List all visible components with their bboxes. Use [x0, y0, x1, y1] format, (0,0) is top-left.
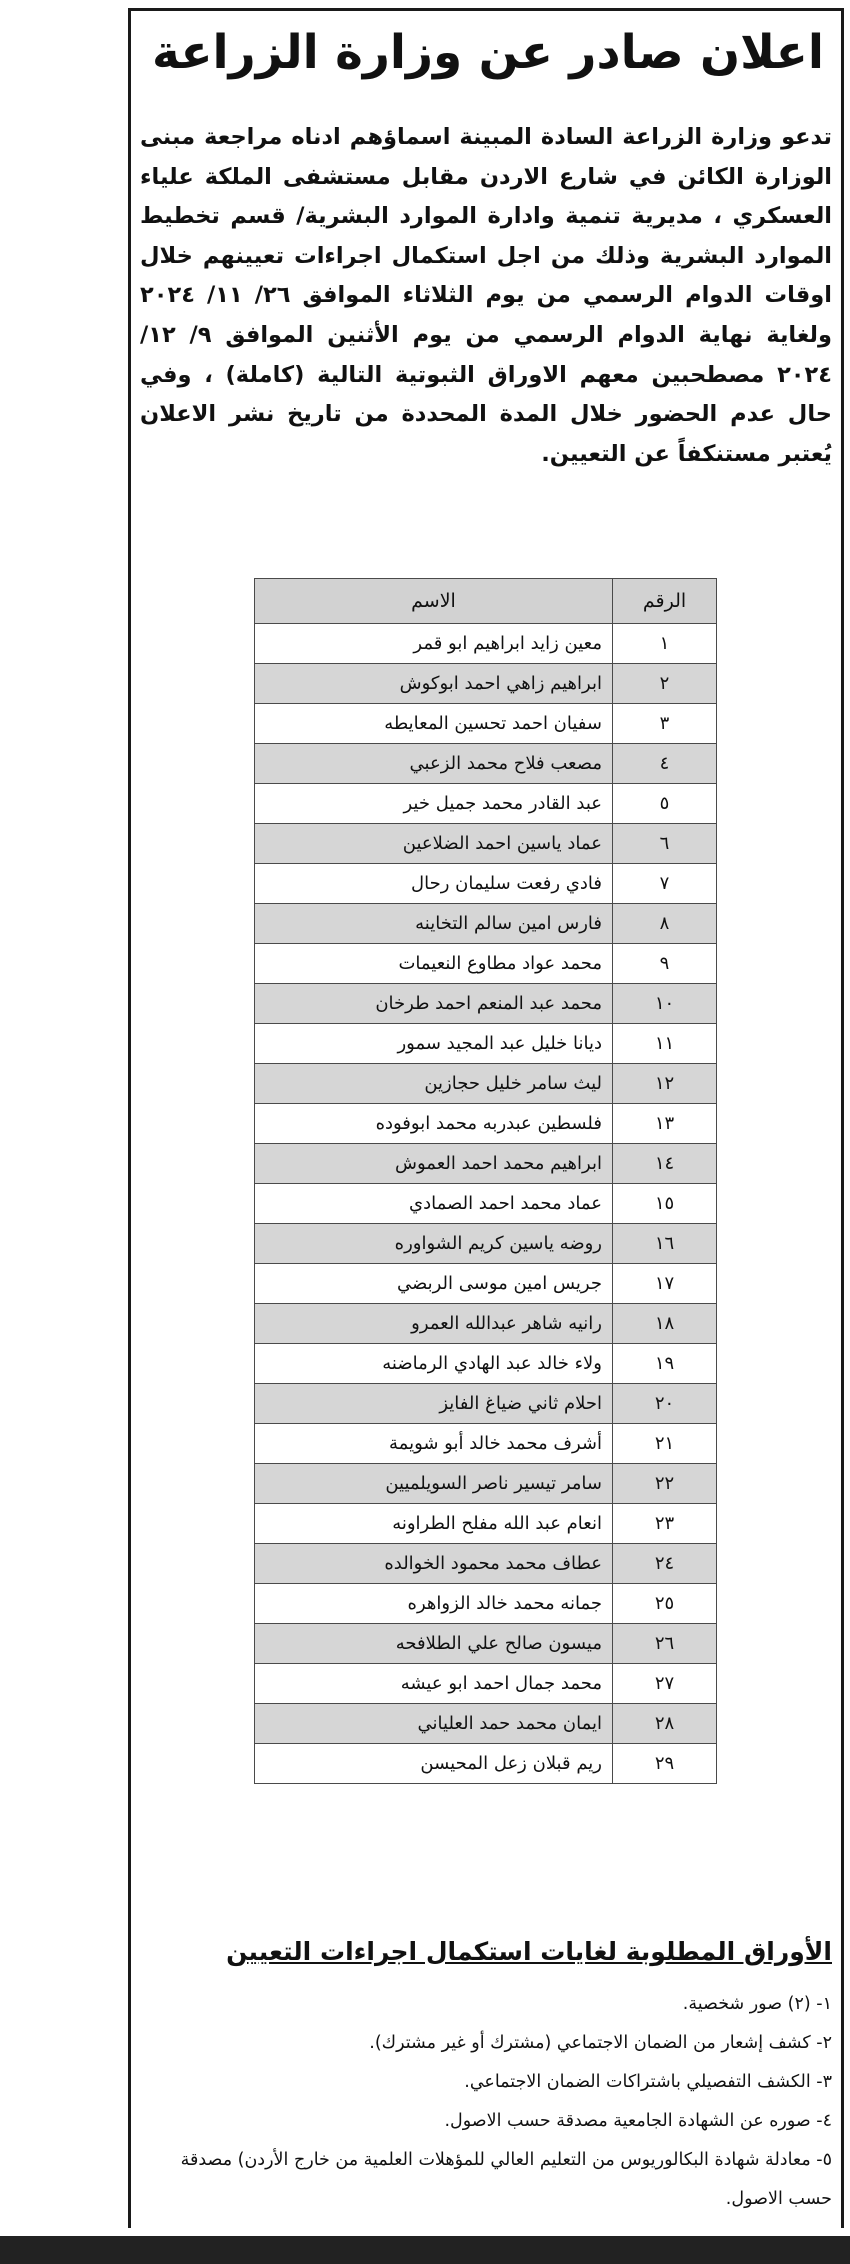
table-row	[255, 624, 717, 664]
announcement-body: تدعو وزارة الزراعة السادة المبينة اسماؤهم ادناه مراجعة مبنى الوزارة الكائن في شارع الاردن مقابل مستشفى الملكة علياء العسكري ، مديرية تنمية وادارة الموارد البشرية/ قسم تخطيط الموارد البشرية وذلك من اجل استكمال اجراءات تعيينهم خلال اوقات الدوام الرسمي من يوم الثلاثاء الموافق ٢٦/ ١١/ ٢٠٢٤ ولغاية نهاية الدوام الرسمي من يوم الأثنين الموافق ٩/ ١٢/ ٢٠٢٤ مصطحبين معهم الاوراق الثبوتية التالية (كاملة) ، وفي حال عدم الحضور خلال المدة المحددة من تاريخ نشر الاعلان يُعتبر مستنكفاً عن التعيين.	[140, 124, 832, 467]
bottom-bar	[0, 2236, 850, 2264]
row-number: ٢٤	[613, 1544, 717, 1584]
row-name: فادي رفعت سليمان رحال	[255, 864, 613, 904]
row-name: محمد جمال احمد ابو عيشه	[255, 1664, 613, 1704]
row-name: ابراهيم محمد احمد العموش	[255, 1144, 613, 1184]
row-number: ٢	[613, 664, 717, 704]
row-number: ٢٦	[613, 1624, 717, 1664]
table-header-row	[255, 579, 717, 624]
table-row	[255, 1504, 717, 1544]
table-row	[255, 1384, 717, 1424]
table-row	[255, 1104, 717, 1144]
document-item: ٤- صوره عن الشهادة الجامعية مصدقة حسب الاصول.	[444, 2111, 832, 2131]
row-number: ١٣	[613, 1104, 717, 1144]
row-name: محمد عبد المنعم احمد طرخان	[255, 984, 613, 1024]
document-item: ٥- معادلة شهادة البكالوريوس من التعليم العالي للمؤهلات العلمية من خارج الأردن) مصدقة حسب الاصول.	[180, 2150, 832, 2209]
table-row	[255, 1584, 717, 1624]
row-number: ٢٢	[613, 1464, 717, 1504]
row-number: ٨	[613, 904, 717, 944]
row-name: محمد عواد مطاوع النعيمات	[255, 944, 613, 984]
table-row	[255, 704, 717, 744]
table-row	[255, 1064, 717, 1104]
row-name: ولاء خالد عبد الهادي الرماضنه	[255, 1344, 613, 1384]
table-row	[255, 784, 717, 824]
row-number: ١٢	[613, 1064, 717, 1104]
table-row	[255, 824, 717, 864]
row-number: ٢٣	[613, 1504, 717, 1544]
row-number: ٩	[613, 944, 717, 984]
table-row	[255, 664, 717, 704]
row-name: ايمان محمد حمد العلياني	[255, 1704, 613, 1744]
row-number: ١٥	[613, 1184, 717, 1224]
row-number: ١٩	[613, 1344, 717, 1384]
row-number: ٣	[613, 704, 717, 744]
row-number: ٥	[613, 784, 717, 824]
document-item: ٢- كشف إشعار من الضمان الاجتماعي (مشترك أو غير مشترك).	[369, 2033, 832, 2053]
row-name: مصعب فلاح محمد الزعبي	[255, 744, 613, 784]
row-name: جريس امين موسى الربضي	[255, 1264, 613, 1304]
row-name: ميسون صالح علي الطلافحه	[255, 1624, 613, 1664]
table-row	[255, 1184, 717, 1224]
table-row	[255, 1144, 717, 1184]
table-row	[255, 1664, 717, 1704]
row-name: انعام عبد الله مفلح الطراونه	[255, 1504, 613, 1544]
row-number: ١٨	[613, 1304, 717, 1344]
row-number: ٢٥	[613, 1584, 717, 1624]
table-row	[255, 864, 717, 904]
announcement-title: اعلان صادر عن وزارة الزراعة	[151, 25, 825, 80]
table-row	[255, 1624, 717, 1664]
table-row	[255, 1424, 717, 1464]
table-row	[255, 1544, 717, 1584]
row-number: ١	[613, 624, 717, 664]
table-row	[255, 744, 717, 784]
row-number: ٢١	[613, 1424, 717, 1464]
row-number: ١٤	[613, 1144, 717, 1184]
row-name: جمانه محمد خالد الزواهره	[255, 1584, 613, 1624]
row-name: فارس امين سالم التخاينه	[255, 904, 613, 944]
row-name: فلسطين عبدربه محمد ابوفوده	[255, 1104, 613, 1144]
row-name: أشرف محمد خالد أبو شويمة	[255, 1424, 613, 1464]
table-row	[255, 1464, 717, 1504]
table-row	[255, 1744, 717, 1784]
row-name: عماد محمد احمد الصمادي	[255, 1184, 613, 1224]
table-row	[255, 1304, 717, 1344]
row-number: ٢٩	[613, 1744, 717, 1784]
row-number: ١٧	[613, 1264, 717, 1304]
row-number: ٢٨	[613, 1704, 717, 1744]
row-number: ٦	[613, 824, 717, 864]
document-item: ٣- الكشف التفصيلي باشتراكات الضمان الاجتماعي.	[464, 2072, 832, 2092]
row-name: ليث سامر خليل حجازين	[255, 1064, 613, 1104]
row-name: سامر تيسير ناصر السويلميين	[255, 1464, 613, 1504]
row-number: ٧	[613, 864, 717, 904]
table-row	[255, 1264, 717, 1304]
table-row	[255, 1704, 717, 1744]
table-row	[255, 944, 717, 984]
column-header-number: الرقم	[613, 579, 717, 624]
row-number: ٢٧	[613, 1664, 717, 1704]
row-name: رانيه شاهر عبدالله العمرو	[255, 1304, 613, 1344]
table-row	[255, 1024, 717, 1064]
row-name: روضه ياسين كريم الشواوره	[255, 1224, 613, 1264]
required-documents-heading: الأوراق المطلوبة لغايات استكمال اجراءات التعيين	[226, 1937, 832, 1966]
row-number: ١٠	[613, 984, 717, 1024]
row-name: ديانا خليل عبد المجيد سمور	[255, 1024, 613, 1064]
names-table-body	[255, 624, 717, 1784]
row-name: ابراهيم زاهي احمد ابوكوش	[255, 664, 613, 704]
column-header-name: الاسم	[255, 579, 613, 624]
table-row	[255, 1344, 717, 1384]
names-table	[254, 578, 717, 1784]
row-name: معين زايد ابراهيم ابو قمر	[255, 624, 613, 664]
table-row	[255, 904, 717, 944]
row-name: احلام ثاني ضياغ الفايز	[255, 1384, 613, 1424]
row-name: عبد القادر محمد جميل خير	[255, 784, 613, 824]
row-number: ٢٠	[613, 1384, 717, 1424]
table-row	[255, 1224, 717, 1264]
row-number: ١٦	[613, 1224, 717, 1264]
row-number: ١١	[613, 1024, 717, 1064]
row-name: عطاف محمد محمود الخوالده	[255, 1544, 613, 1584]
row-name: سفيان احمد تحسين المعايطه	[255, 704, 613, 744]
row-name: ريم قبلان زعل المحيسن	[255, 1744, 613, 1784]
row-number: ٤	[613, 744, 717, 784]
table-row	[255, 984, 717, 1024]
document-item: ١- (٢) صور شخصية.	[682, 1994, 832, 2014]
required-documents-list	[140, 1985, 832, 2219]
row-name: عماد ياسين احمد الضلاعين	[255, 824, 613, 864]
